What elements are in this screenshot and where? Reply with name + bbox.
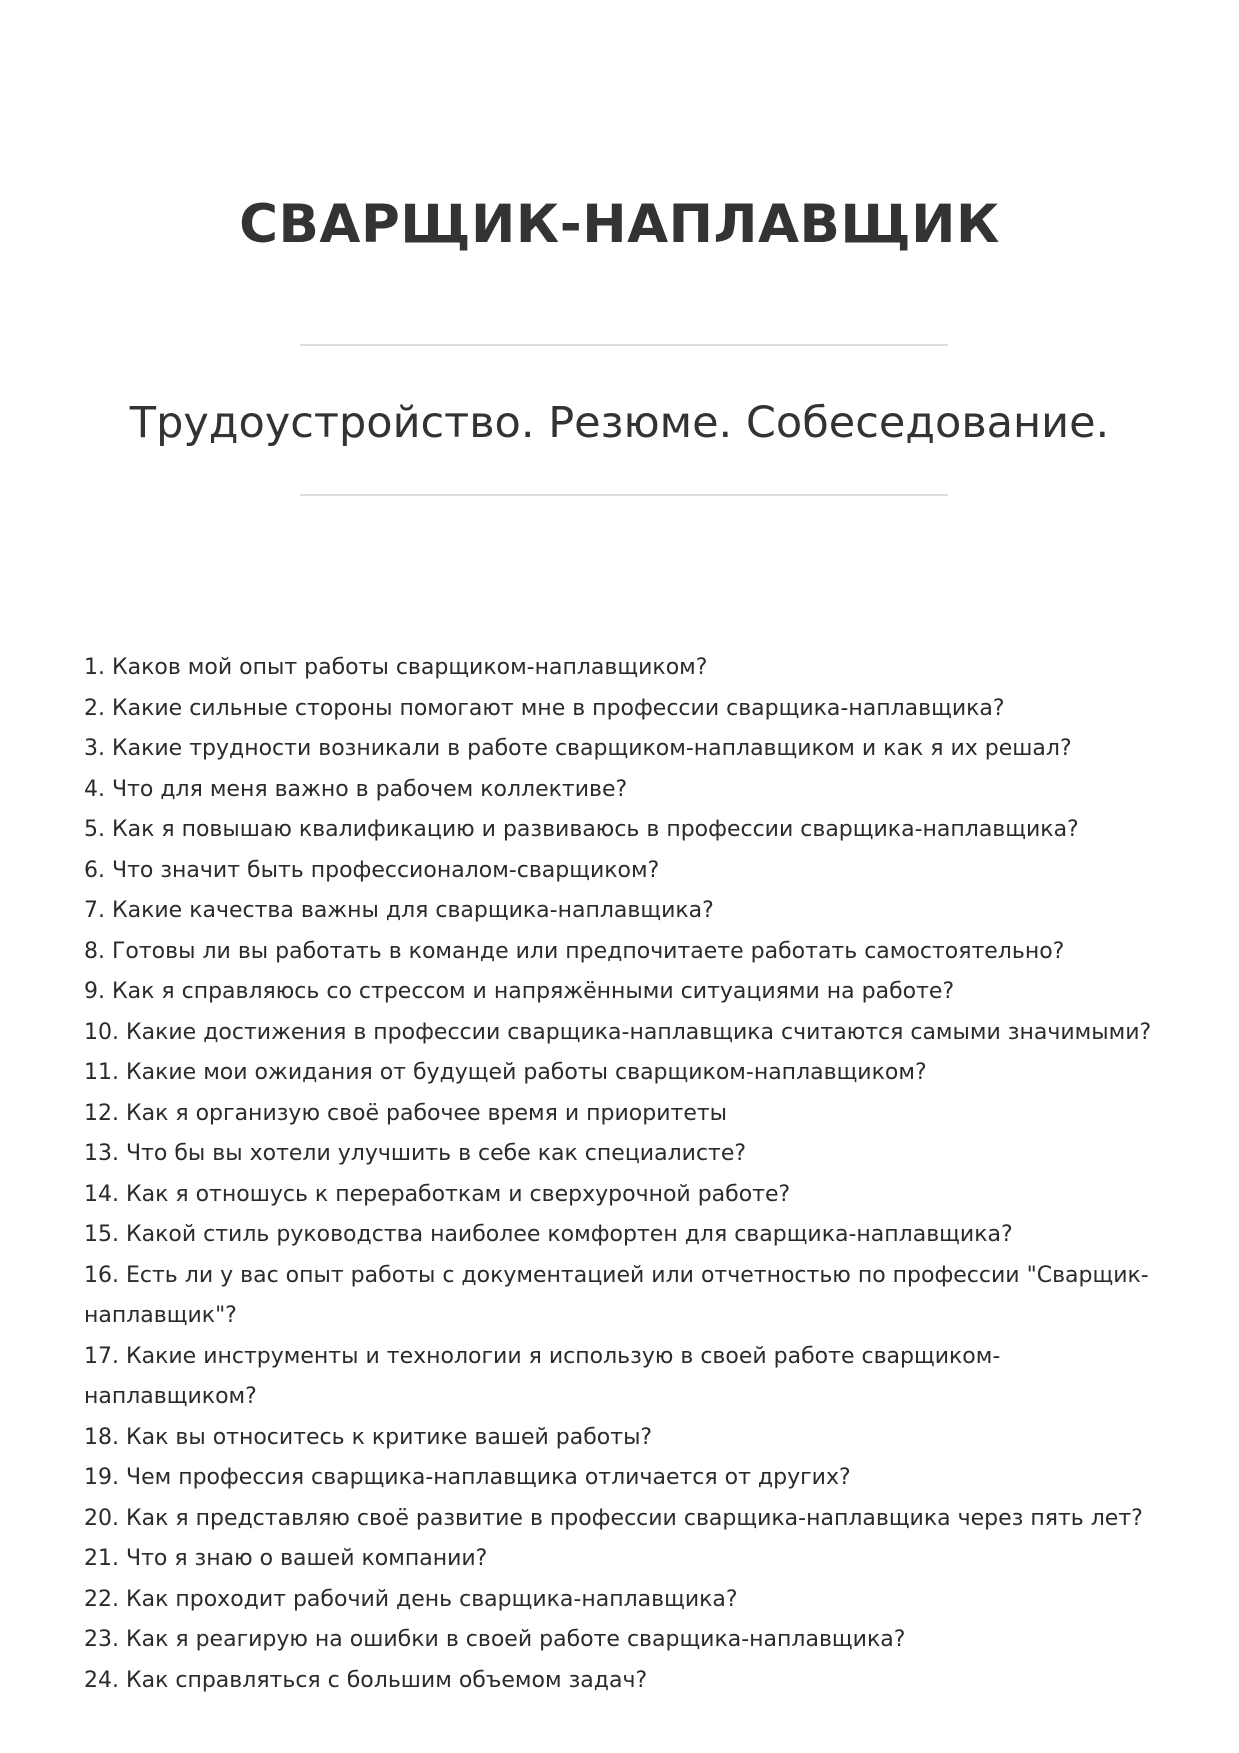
questions-list (84, 648, 1164, 1701)
question-item: 12. Как я организую своё рабочее время и приоритеты (84, 1100, 728, 1126)
page-title: СВАРЩИК-НАПЛАВЩИК (239, 194, 1000, 255)
question-item: 7. Какие качества важны для сварщика-наплавщика? (84, 898, 714, 923)
question-item: 11. Какие мои ожидания от будущей работы сварщиком-наплавщиком? (84, 1060, 927, 1085)
question-item: 19. Чем профессия сварщика-наплавщика отличается от других? (84, 1465, 851, 1490)
question-item: 22. Как проходит рабочий день сварщика-наплавщика? (84, 1586, 738, 1612)
divider-bottom (300, 494, 948, 496)
question-item: 23. Как я реагирую на ошибки в своей работе сварщика-наплавщика? (84, 1627, 906, 1652)
divider-top (300, 344, 948, 346)
question-item: 10. Какие достижения в профессии сварщика-наплавщика считаются самыми значимыми? (84, 1019, 1152, 1045)
question-item: 20. Как я представляю своё развитие в профессии сварщика-наплавщика через пять лет? (84, 1505, 1143, 1531)
question-item: 1. Каков мой опыт работы сварщиком-наплавщиком? (84, 655, 708, 680)
question-item: 4. Что для меня важно в рабочем коллективе? (84, 776, 628, 802)
question-item: 17. Какие инструменты и технологии я использую в своей работе сварщиком-наплавщиком? (84, 1343, 1001, 1409)
question-item: 3. Какие трудности возникали в работе сварщиком-наплавщиком и как я их решал? (84, 736, 1072, 761)
question-item: 5. Как я повышаю квалификацию и развиваюсь в профессии сварщика-наплавщика? (84, 817, 1079, 842)
page-subtitle: Трудоустройство. Резюме. Собеседование. (129, 398, 1110, 448)
question-item: 9. Как я справляюсь со стрессом и напряжёнными ситуациями на работе? (84, 979, 955, 1004)
question-item: 18. Как вы относитесь к критике вашей работы? (84, 1424, 653, 1450)
question-item: 15. Какой стиль руководства наиболее комфортен для сварщика-наплавщика? (84, 1222, 1013, 1247)
question-item: 2. Какие сильные стороны помогают мне в профессии сварщика-наплавщика? (84, 695, 1005, 721)
question-item: 6. Что значит быть профессионалом-сварщиком? (84, 857, 660, 883)
question-item: 16. Есть ли у вас опыт работы с документацией или отчетностью по профессии "Сварщик-наплавщик"? (84, 1262, 1149, 1328)
question-item: 14. Как я отношусь к переработкам и сверхурочной работе? (84, 1181, 791, 1207)
question-item: 8. Готовы ли вы работать в команде или предпочитаете работать самостоятельно? (84, 938, 1065, 964)
question-item: 13. Что бы вы хотели улучшить в себе как специалисте? (84, 1141, 747, 1166)
question-item: 24. Как справляться с большим объемом задач? (84, 1667, 648, 1693)
question-item: 21. Что я знаю о вашей компании? (84, 1546, 488, 1571)
